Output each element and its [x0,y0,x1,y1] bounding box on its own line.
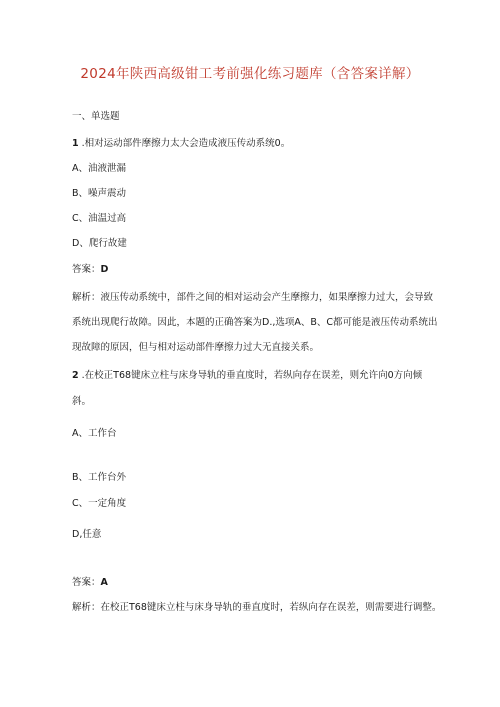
question-1-number: 1 [72,138,79,149]
question-1-explanation-line-2: 系统出现爬行故障。因此，本题的正确答案为D.,选项A、B、C都可能是液压传动系统出 [72,317,438,328]
document-title: 2024年陕西高级钳工考前强化练习题库（含答案详解） [80,66,420,82]
question-1-option-b: B、噪声震动 [72,188,127,199]
answer-label: 答案： [72,577,101,588]
question-1-option-c: C、油温过高 [72,213,127,224]
question-2-option-c: C、一定角度 [72,498,127,509]
question-2-stem-line-1 [72,369,422,382]
question-2-stem-line-2: 斜。 [72,396,92,407]
question-2-option-d: D,任意 [72,529,102,540]
question-2-option-a: A、工作台 [72,428,117,439]
question-1-text: .相对运动部件摩擦力太大会造成液压传动系统0。 [81,138,291,149]
answer-label: 答案： [72,264,101,275]
question-1-answer [72,263,108,276]
question-2-number: 2 [72,370,79,381]
question-1-stem [72,137,290,150]
question-2-explanation-line-1: 解析：在校正T68键床立柱与床身导轨的垂直度时，若纵向存在误差，则需要进行调整。 [72,602,442,613]
answer-value: A [100,577,108,588]
question-1-option-a: A、油液泄漏 [72,163,126,174]
answer-value: D [100,264,109,275]
question-2-option-b: B、工作台外 [72,472,127,483]
section-heading: 一、单选题 [72,111,120,122]
question-1-explanation-line-3: 现故障的原因，但与相对运动部件摩擦力过大无直接关系。 [72,342,320,353]
question-2-text: .在校正T68键床立柱与床身导轨的垂直度时，若纵向存在误差，则允许向0方向倾 [81,370,423,381]
question-2-answer [72,576,108,589]
question-1-option-d: D、爬行故建 [72,238,127,249]
question-1-explanation-line-1: 解析：液压传动系统中，部件之间的相对运动会产生摩擦力，如果摩擦力过大，会导致 [72,292,434,303]
